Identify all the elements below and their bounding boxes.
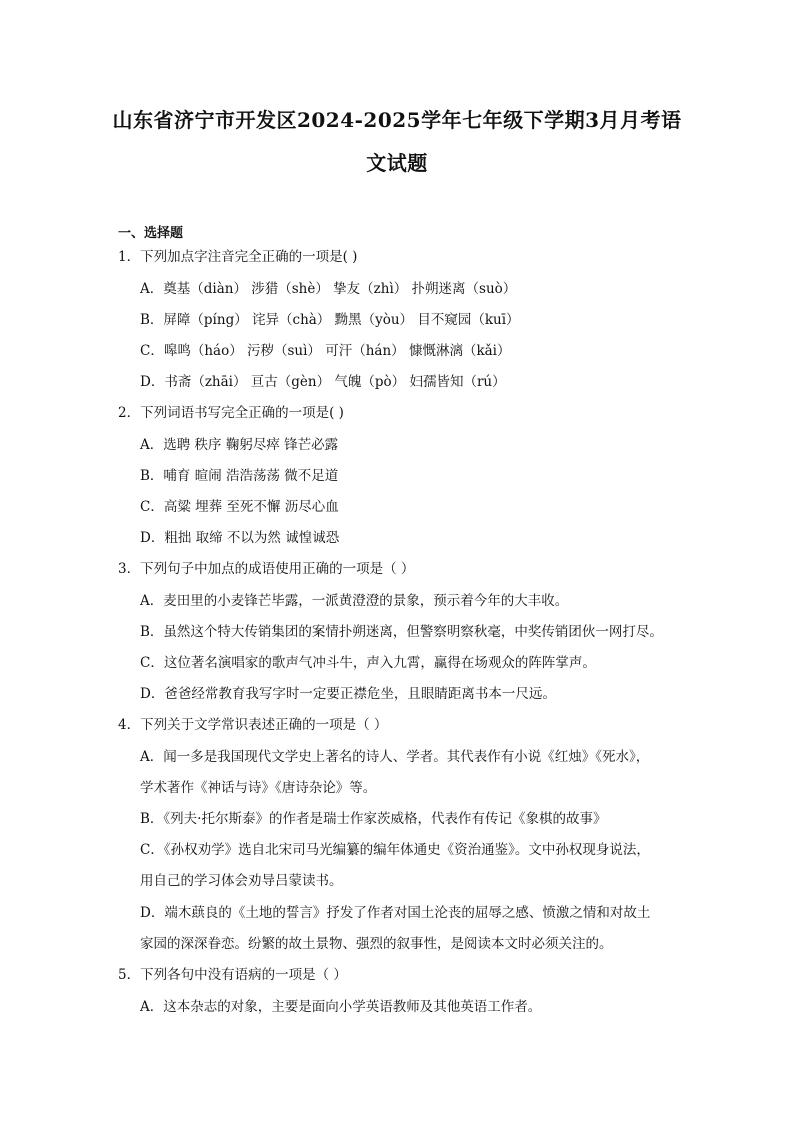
question-4-option-d: D．端木蕻良的《土地的誓言》抒发了作者对国土沦丧的屈辱之感、愤激之情和对故土: [140, 905, 651, 921]
question-2-option-d: D．粗拙 取缔 不以为然 诚惶诚恐: [140, 530, 340, 546]
question-1-option-c: C．嗥鸣（háo） 污秽（suì） 可汗（hán） 慷慨淋漓（kǎi）: [140, 343, 511, 359]
question-1-option-d: D．书斋（zhāi） 亘古（gèn） 气魄（pò） 妇孺皆知（rú）: [140, 374, 506, 390]
question-4-option-d-continued: 家园的深深眷恋。纷繁的故土景物、强烈的叙事性，是阅读本文时必须关注的。: [140, 936, 613, 952]
question-2-stem: 2．下列词语书写完全正确的一项是( ): [118, 405, 344, 421]
question-3-option-b: B．虽然这个特大传销集团的案情扑朔迷离，但警察明察秋毫，中奖传销团伙一网打尽。: [140, 624, 663, 640]
page-title-line-2: 文试题: [366, 151, 428, 175]
question-3-option-d: D．爸爸经常教育我写字时一定要正襟危坐，且眼睛距离书本一尺远。: [140, 686, 556, 702]
question-3-stem: 3．下列句子中加点的成语使用正确的一项是（ ）: [118, 561, 415, 577]
question-4-stem: 4．下列关于文学常识表述正确的一项是（ ）: [118, 717, 388, 733]
question-1-option-a: A．奠基（diàn） 涉猎（shè） 挚友（zhì） 扑朔迷离（suò）: [140, 281, 517, 297]
question-2-option-c: C．高粱 埋葬 至死不懈 沥尽心血: [140, 499, 339, 515]
page-title-line-1: 山东省济宁市开发区2024-2025学年七年级下学期3月月考语: [112, 108, 682, 132]
question-2-option-b: B．哺育 暄闹 浩浩荡荡 微不足道: [140, 468, 339, 484]
question-1-stem: 1．下列加点字注音完全正确的一项是( ): [118, 249, 358, 265]
question-3-option-a: A．麦田里的小麦锋芒毕露，一派黄澄澄的景象，预示着今年的大丰收。: [140, 593, 569, 609]
question-4-option-c-continued: 用自己的学习体会劝导吕蒙读书。: [140, 873, 343, 889]
question-3-option-c: C．这位著名演唱家的歌声气冲斗牛，声入九霄，赢得在场观众的阵阵掌声。: [140, 655, 596, 671]
question-5-stem: 5．下列各句中没有语病的一项是（ ）: [118, 967, 347, 983]
question-5-option-a: A．这本杂志的对象，主要是面向小学英语教师及其他英语工作者。: [140, 999, 542, 1015]
question-1-option-b: B．屏障（píng） 诧异（chà） 黝黑（yòu） 目不窥园（kuī）: [140, 312, 520, 328]
question-4-option-b: B．《列夫·托尔斯泰》的作者是瑞士作家茨威格，代表作有传记《象棋的故事》: [140, 811, 607, 827]
question-4-option-a: A．闻一多是我国现代文学史上著名的诗人、学者。其代表作有小说《红烛》《死水》，: [140, 749, 650, 765]
question-4-option-c: C．《孙权劝学》选自北宋司马光编纂的编年体通史《资治通鉴》。文中孙权现身说法，: [140, 842, 650, 858]
question-4-option-a-continued: 学术著作《神话与诗》《唐诗杂论》等。: [140, 780, 377, 796]
section-heading: 一、选择题: [118, 226, 184, 241]
question-2-option-a: A．选聘 秩序 鞠躬尽瘁 锋芒必露: [140, 437, 339, 453]
